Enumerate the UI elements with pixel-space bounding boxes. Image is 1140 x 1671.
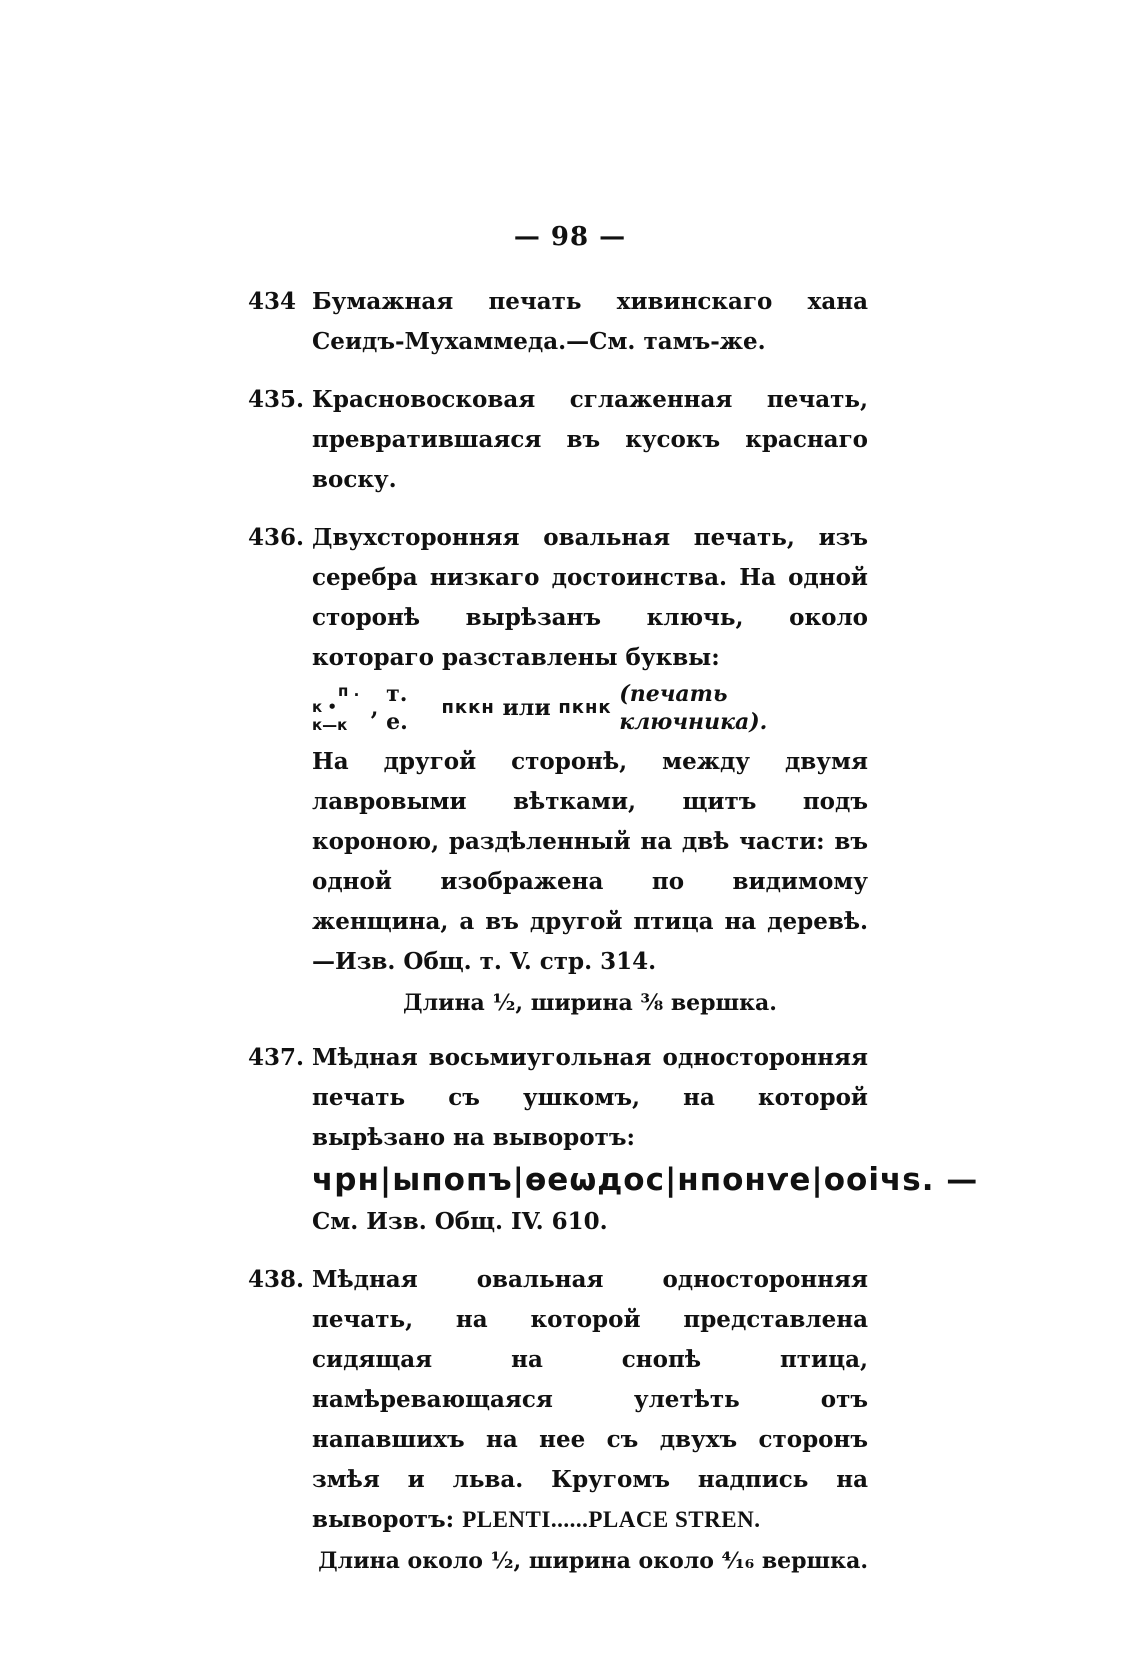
entry-measure: Длина ½, ширина ⅜ вершка. bbox=[403, 990, 777, 1016]
seal-letter-left: к • bbox=[312, 698, 337, 716]
catalog-entry-436 bbox=[248, 518, 868, 1020]
entry-number: 437. bbox=[248, 1044, 305, 1071]
seal-reading-1: пккн bbox=[441, 697, 495, 718]
catalog-entry-434 bbox=[248, 282, 868, 362]
page-number: — 98 — bbox=[513, 222, 627, 252]
entry-number: 434 bbox=[248, 288, 297, 315]
entry-number: 436. bbox=[248, 524, 305, 551]
entry-text: Красновосковая сглаженная печать, превратившаяся въ кусокъ краснаго воску. bbox=[312, 386, 868, 493]
entry-text: Мѣдная овальная односторонняя печать, на которой представлена сидящая на снопѣ птица, намѣревающаяся улетѣть отъ напавшихъ на нее съ двухъ сторонъ змѣя и льва. Кругомъ надпись на выворотъ: bbox=[312, 1266, 868, 1533]
seal-meaning: (печать ключника). bbox=[619, 681, 768, 735]
catalog-entry-438 bbox=[248, 1260, 868, 1578]
catalog-column bbox=[248, 282, 979, 1596]
entry-text: Бумажная печать хивинскаго хана Сеидъ-Мухаммеда.—См. тамъ-же. bbox=[312, 288, 868, 355]
latin-inscription: PLENTI......PLACE STREN. bbox=[462, 1507, 761, 1532]
catalog-entry-435 bbox=[248, 380, 868, 500]
seal-or: или bbox=[502, 695, 551, 721]
entry-measure: Длина около ½, ширина около ⁴⁄₁₆ вершка. bbox=[318, 1548, 868, 1574]
seal-letters-line bbox=[312, 680, 868, 736]
entry-text-continued: На другой сторонѣ, между двумя лавровыми вѣтками, щитъ подъ короною, раздѣленный на двѣ части: въ одной изображена по видимому женщина, а въ другой птица на деревѣ.—Изв. Общ. т. V. стр. 314. bbox=[312, 748, 868, 975]
entry-text: Двухсторонняя овальная печать, изъ серебра низкаго достоинства. На одной сторонѣ вырѣзанъ ключь, около котораго разставлены буквы: bbox=[312, 524, 868, 671]
entry-number: 435. bbox=[248, 386, 305, 413]
seal-comma: , bbox=[370, 695, 379, 721]
slavonic-inscription: чрн|ыпопъ|ѳеѡдос|нпонѵе|ооічs. — bbox=[312, 1162, 979, 1198]
entry-text: Мѣдная восьмиугольная односторонняя печать съ ушкомъ, на которой вырѣзано на выворотъ: bbox=[312, 1044, 868, 1151]
seal-te: т. е. bbox=[386, 681, 408, 735]
entry-number: 438. bbox=[248, 1266, 305, 1293]
entry-reference: См. Изв. Общ. IV. 610. bbox=[312, 1208, 608, 1235]
seal-letter-bottom: к—к bbox=[312, 716, 348, 734]
seal-letters-diagram bbox=[312, 681, 365, 735]
seal-reading-2: пкнк bbox=[558, 697, 612, 718]
seal-letter-top: п . bbox=[338, 682, 360, 700]
catalog-entry-437 bbox=[248, 1038, 979, 1242]
